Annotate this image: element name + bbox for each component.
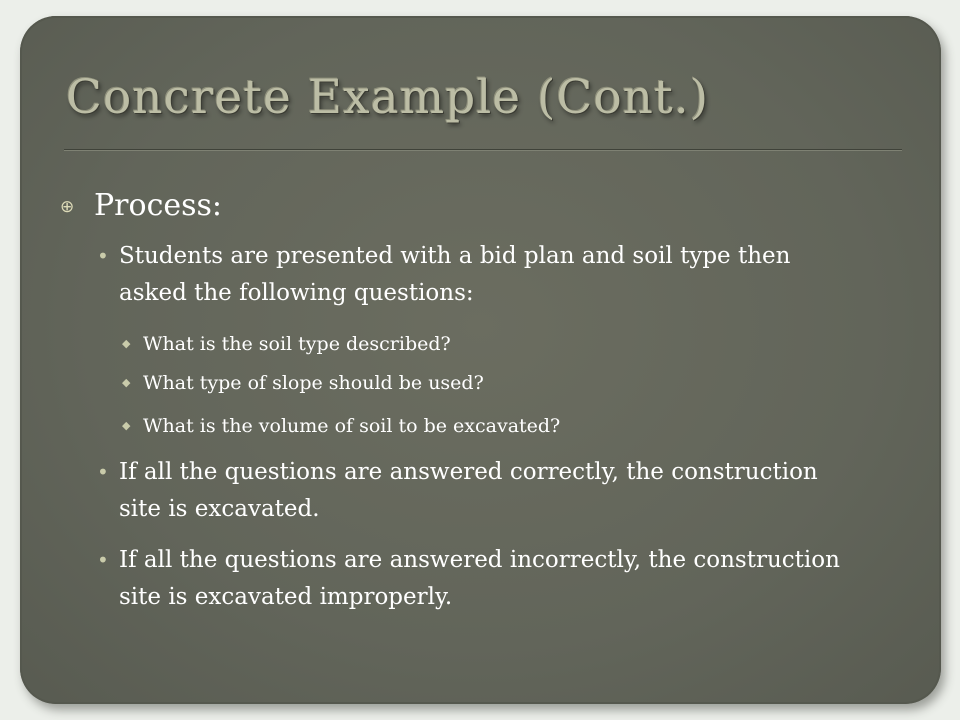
slide-title: Concrete Example (Cont.) [66,70,710,125]
sub-bullet-text: What is the soil type described? [143,333,451,355]
diamond-bullet-icon: ◆ [122,337,131,350]
diamond-bullet-icon: ◆ [122,419,131,432]
heading-text: Process: [94,188,223,223]
bullet-text: If all the questions are answered incorrectly, the construction site is excavated improperly. [119,547,840,610]
sub-bullet-text: What is the volume of soil to be excavated? [143,415,561,437]
title-divider [64,149,902,151]
bullet-item-correct [97,454,857,528]
bullet-text: If all the questions are answered correctly, the construction site is excavated. [119,459,818,522]
sub-bullet-item [122,366,842,400]
heading-bullet-item [60,184,222,228]
bullet-text: Students are presented with a bid plan and soil type then asked the following questions: [119,243,791,306]
sub-bullet-item [122,409,842,443]
diamond-bullet-icon: ◆ [122,376,131,389]
bullet-item-students [97,238,857,312]
sub-bullet-item [122,327,842,361]
sub-bullet-text: What type of slope should be used? [143,372,484,394]
dot-bullet-icon: • [97,244,109,268]
dot-bullet-icon: • [97,460,109,484]
bullet-item-incorrect [97,542,857,616]
circle-plus-bullet-icon: ⊕ [60,197,75,217]
dot-bullet-icon: • [97,548,109,572]
